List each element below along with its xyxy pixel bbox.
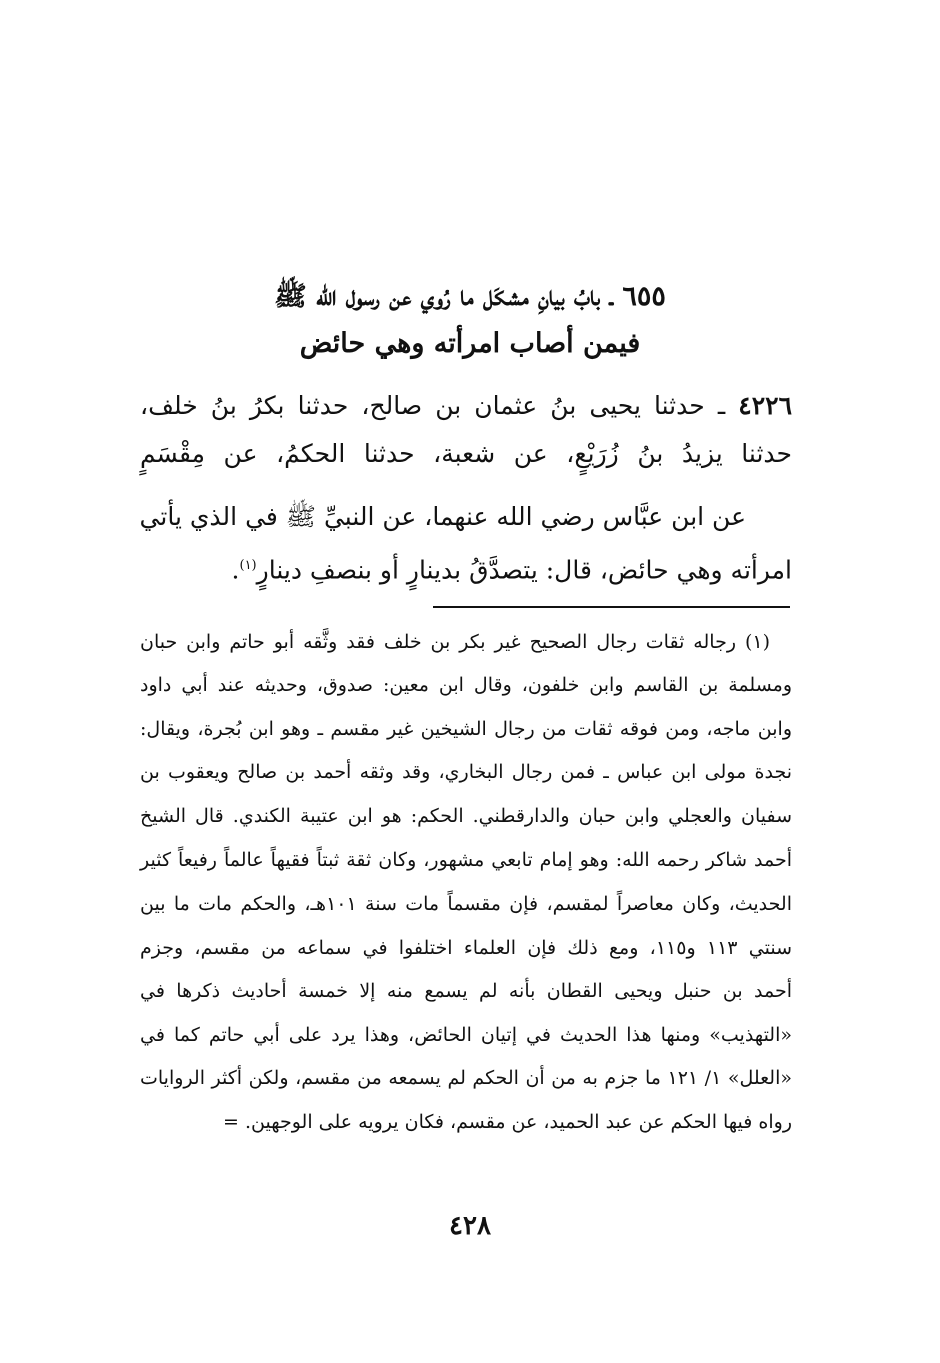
hadith-line-2: حدثنا يزيدُ بنُ زُرَيْعٍ، عن شعبة، حدثنا الحكمُ، عن مِقْسَمٍ — [140, 439, 792, 468]
footnote-reference: (١) — [239, 558, 257, 573]
footnote-line: الحديث، وكان معاصراً لمقسم، فإن مقسماً مات سنة ١٠١هـ، والحكم مات ما بين — [140, 893, 792, 915]
footnote-line: أحمد شاكر رحمه الله: وهو إمام تابعي مشهور، وكان ثقة ثبتاً فقيهاً عالماً رفيعاً كثير — [140, 849, 792, 871]
chapter-title-line-2: فيمن أصاب امرأته وهي حائض — [299, 328, 641, 359]
hadith-text-4-end: . — [231, 555, 240, 585]
hadith-line-3: عن ابن عبَّاس رضي الله عنهما، عن النبيِّ ﷺ في الذي يأتي — [139, 502, 746, 531]
hadith-line-1 — [140, 384, 792, 428]
footnote-line: نجدة مولى ابن عباس ـ فمن رجال البخاري، وقد وثقه أحمد بن صالح ويعقوب بن — [140, 761, 792, 783]
footnote-line: سفيان والعجلي وابن حبان والدارقطني. الحكم: هو ابن عتيبة الكندي. قال الشيخ — [140, 805, 792, 827]
chapter-title-line-1: ٦٥٥ ـ بابُ بيانِ مشكَل ما رُوي عن رسول الله ﷺ — [274, 281, 666, 312]
footnote-line: ومسلمة بن القاسم وابن خلفون، وقال ابن معين: صدوق، وحديثه عند أبي داود — [140, 674, 792, 696]
footnote-line: سنتي ١١٣ و١١٥، ومع ذلك فإن العلماء اختلفوا في سماعه من مقسم، وجزم — [140, 937, 793, 959]
hadith-text-1: ـ حدثنا يحيى بنُ عثمان بن صالح، حدثنا بكرُ بنُ خلف، — [140, 391, 739, 420]
footnote-line: وابن ماجه، ومن فوقه ثقات من رجال الشيخين غير مقسم ـ وهو ابن بُجرة، ويقال: — [140, 718, 792, 740]
hadith-number: ٤٢٢٦ — [738, 391, 792, 420]
footnote-line: (١) رجاله ثقات رجال الصحيح غير بكر بن خلف فقد وثَّقه أبو حاتم وابن حبان — [140, 631, 770, 653]
hadith-text-4: امرأته وهي حائض، قال: يتصدَّقُ بدينارٍ أو بنصفِ دينارٍ — [256, 555, 792, 585]
footnote-line: «العلل» ١/ ١٢١ ما جزم به من أن الحكم لم يسمعه من مقسم، ولكن أكثر الروايات — [140, 1067, 792, 1089]
footnote-line: «التهذيب» ومنها هذا الحديث في إتيان الحائض، وهذا يرد على أبي حاتم كما في — [140, 1024, 792, 1046]
footnote-separator — [433, 606, 790, 608]
footnote-line: رواه فيها الحكم عن عبد الحميد، عن مقسم، فكان يرويه على الوجهين. = — [223, 1111, 792, 1133]
footnote-line: أحمد بن حنبل ويحيى القطان بأنه لم يسمع منه إلا خمسة أحاديث ذكرها في — [140, 980, 792, 1002]
hadith-line-4 — [140, 544, 792, 592]
page-number: ٤٢٨ — [449, 1211, 491, 1241]
